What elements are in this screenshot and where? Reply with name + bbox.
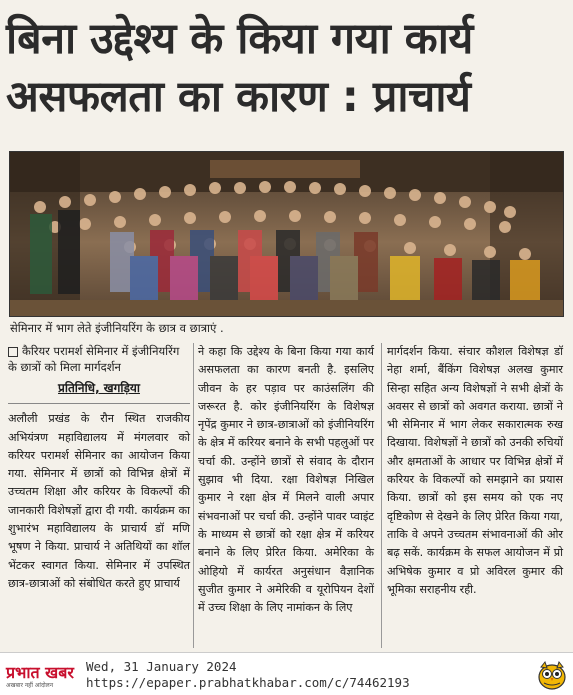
- subhead-text: कैरियर परामर्श सेमिनार में इंजीनियरिंग के छात्रों को मिला मार्गदर्शन: [8, 344, 180, 374]
- article-body-col-3: मार्गदर्शन किया. संचार कौशल विशेषज्ञ डॉ नेहा शर्मा, बैंकिंग विशेषज्ञ अलख कुमार सिन्हा सहित अन्य विशेषज्ञों ने सभी क्षेत्रों के अवसर से छात्रों को अवगत कराया. छात्रों ने भी सेमिनार में भाग लेकर सकारात्मक रुख दिखाया. विशेषज्ञों ने छात्रों को उनकी रुचियों और क्षमताओं के आधार पर विभिन्न क्षेत्रों में करियर के विकल्पों को समझाने का प्रयास किया. छात्रों को इस समय को एक नए दृष्टिकोण से देखने के लिए प्रेरित किया गया, ताकि वे अपने उच्चतम संभावनाओं की ओर बढ़ सकें. कार्यक्रम के सफल आयोजन में प्रो अभिषेक कुमार व प्रो अविरल कुमार की भूमिका सराहनीय रही.: [387, 345, 563, 596]
- publish-date: Wed, 31 January 2024: [86, 659, 237, 674]
- footer-info: [86, 659, 410, 691]
- prabhat-khabar-logo: [6, 661, 76, 689]
- owl-icon: [536, 659, 568, 691]
- epaper-url[interactable]: https://epaper.prabhatkhabar.com/c/74462193: [86, 675, 410, 690]
- article-column-2: [198, 343, 374, 617]
- article-column-3: [387, 343, 563, 599]
- article-body-col-1: अलौली प्रखंड के रौन स्थित राजकीय अभियंत्रण महाविद्यालय में मंगलवार को करियर परामर्श सेमिनार का आयोजन किया गया. सेमिनार में छात्रों को विभिन्न क्षेत्रों में उच्चतम शिक्षा और करियर के विकल्पों की जानकारी विशेषज्ञों द्वारा दी गयी. कार्यक्रम का शुभारंभ महाविद्यालय के प्राचार्य डॉ मणि भूषण ने किया. प्राचार्य ने अतिथियों का शॉल भेंटकर स्वागत किया. सेमिनार में उपस्थित छात्र-छात्राओं को संबोधित करते हुए प्राचार्य: [8, 412, 190, 590]
- logo-tagline: अखबार नहीं आंदोलन: [6, 682, 54, 689]
- article-subhead: [8, 343, 190, 375]
- epaper-footer: [0, 652, 573, 695]
- logo-text: प्रभात खबर: [6, 663, 74, 682]
- seminar-group-photo: [9, 151, 564, 317]
- checkbox-square-icon: [8, 347, 18, 357]
- headline-line-1: बिना उद्देश्य के किया गया कार्य: [6, 14, 473, 64]
- divider: [8, 403, 190, 404]
- article-column-1: [8, 343, 190, 593]
- byline: प्रतिनिधि, खगड़िया: [58, 381, 140, 395]
- headline: [6, 10, 566, 126]
- photo-caption: सेमिनार में भाग लेते इंजीनियरिंग के छात्र व छात्राएं .: [10, 321, 224, 335]
- article-body-col-2: ने कहा कि उद्देश्य के बिना किया गया कार्य असफलता का कारण बनती है. इसलिए जीवन के हर पड़ाव पर काउंसलिंग की जरूरत है. कोर इंजीनियरिंग के विशेषज्ञ नृपेंद्र कुमार ने छात्र-छात्राओं को इंजीनियरिंग के क्षेत्र में करियर बनाने के सभी पहलुओं पर चर्चा की. उन्होंने छात्रों से संवाद के दौरान सुझाव भी दिया. रक्षा विशेषज्ञ निखिल कुमार ने रक्षा क्षेत्र में मिलने वाली अपार संभवनाओं पर चर्चा की. उन्होंने पावर प्वाइंट के माध्यम से छात्रों को रक्षा क्षेत्र में करियर बनाने के लिए प्रेरित किया. अमेरिका के ओहियो में कार्यरत अनुसंधान वैज्ञानिक सुजीत कुमार ने अमेरिकी व यूरोपियन देशों में उच्च शिक्षा के लिए नामांकन के लिए: [198, 345, 374, 615]
- column-divider: [381, 343, 382, 648]
- column-divider: [193, 343, 194, 648]
- headline-line-2: असफलता का कारण : प्राचार्य: [6, 72, 471, 122]
